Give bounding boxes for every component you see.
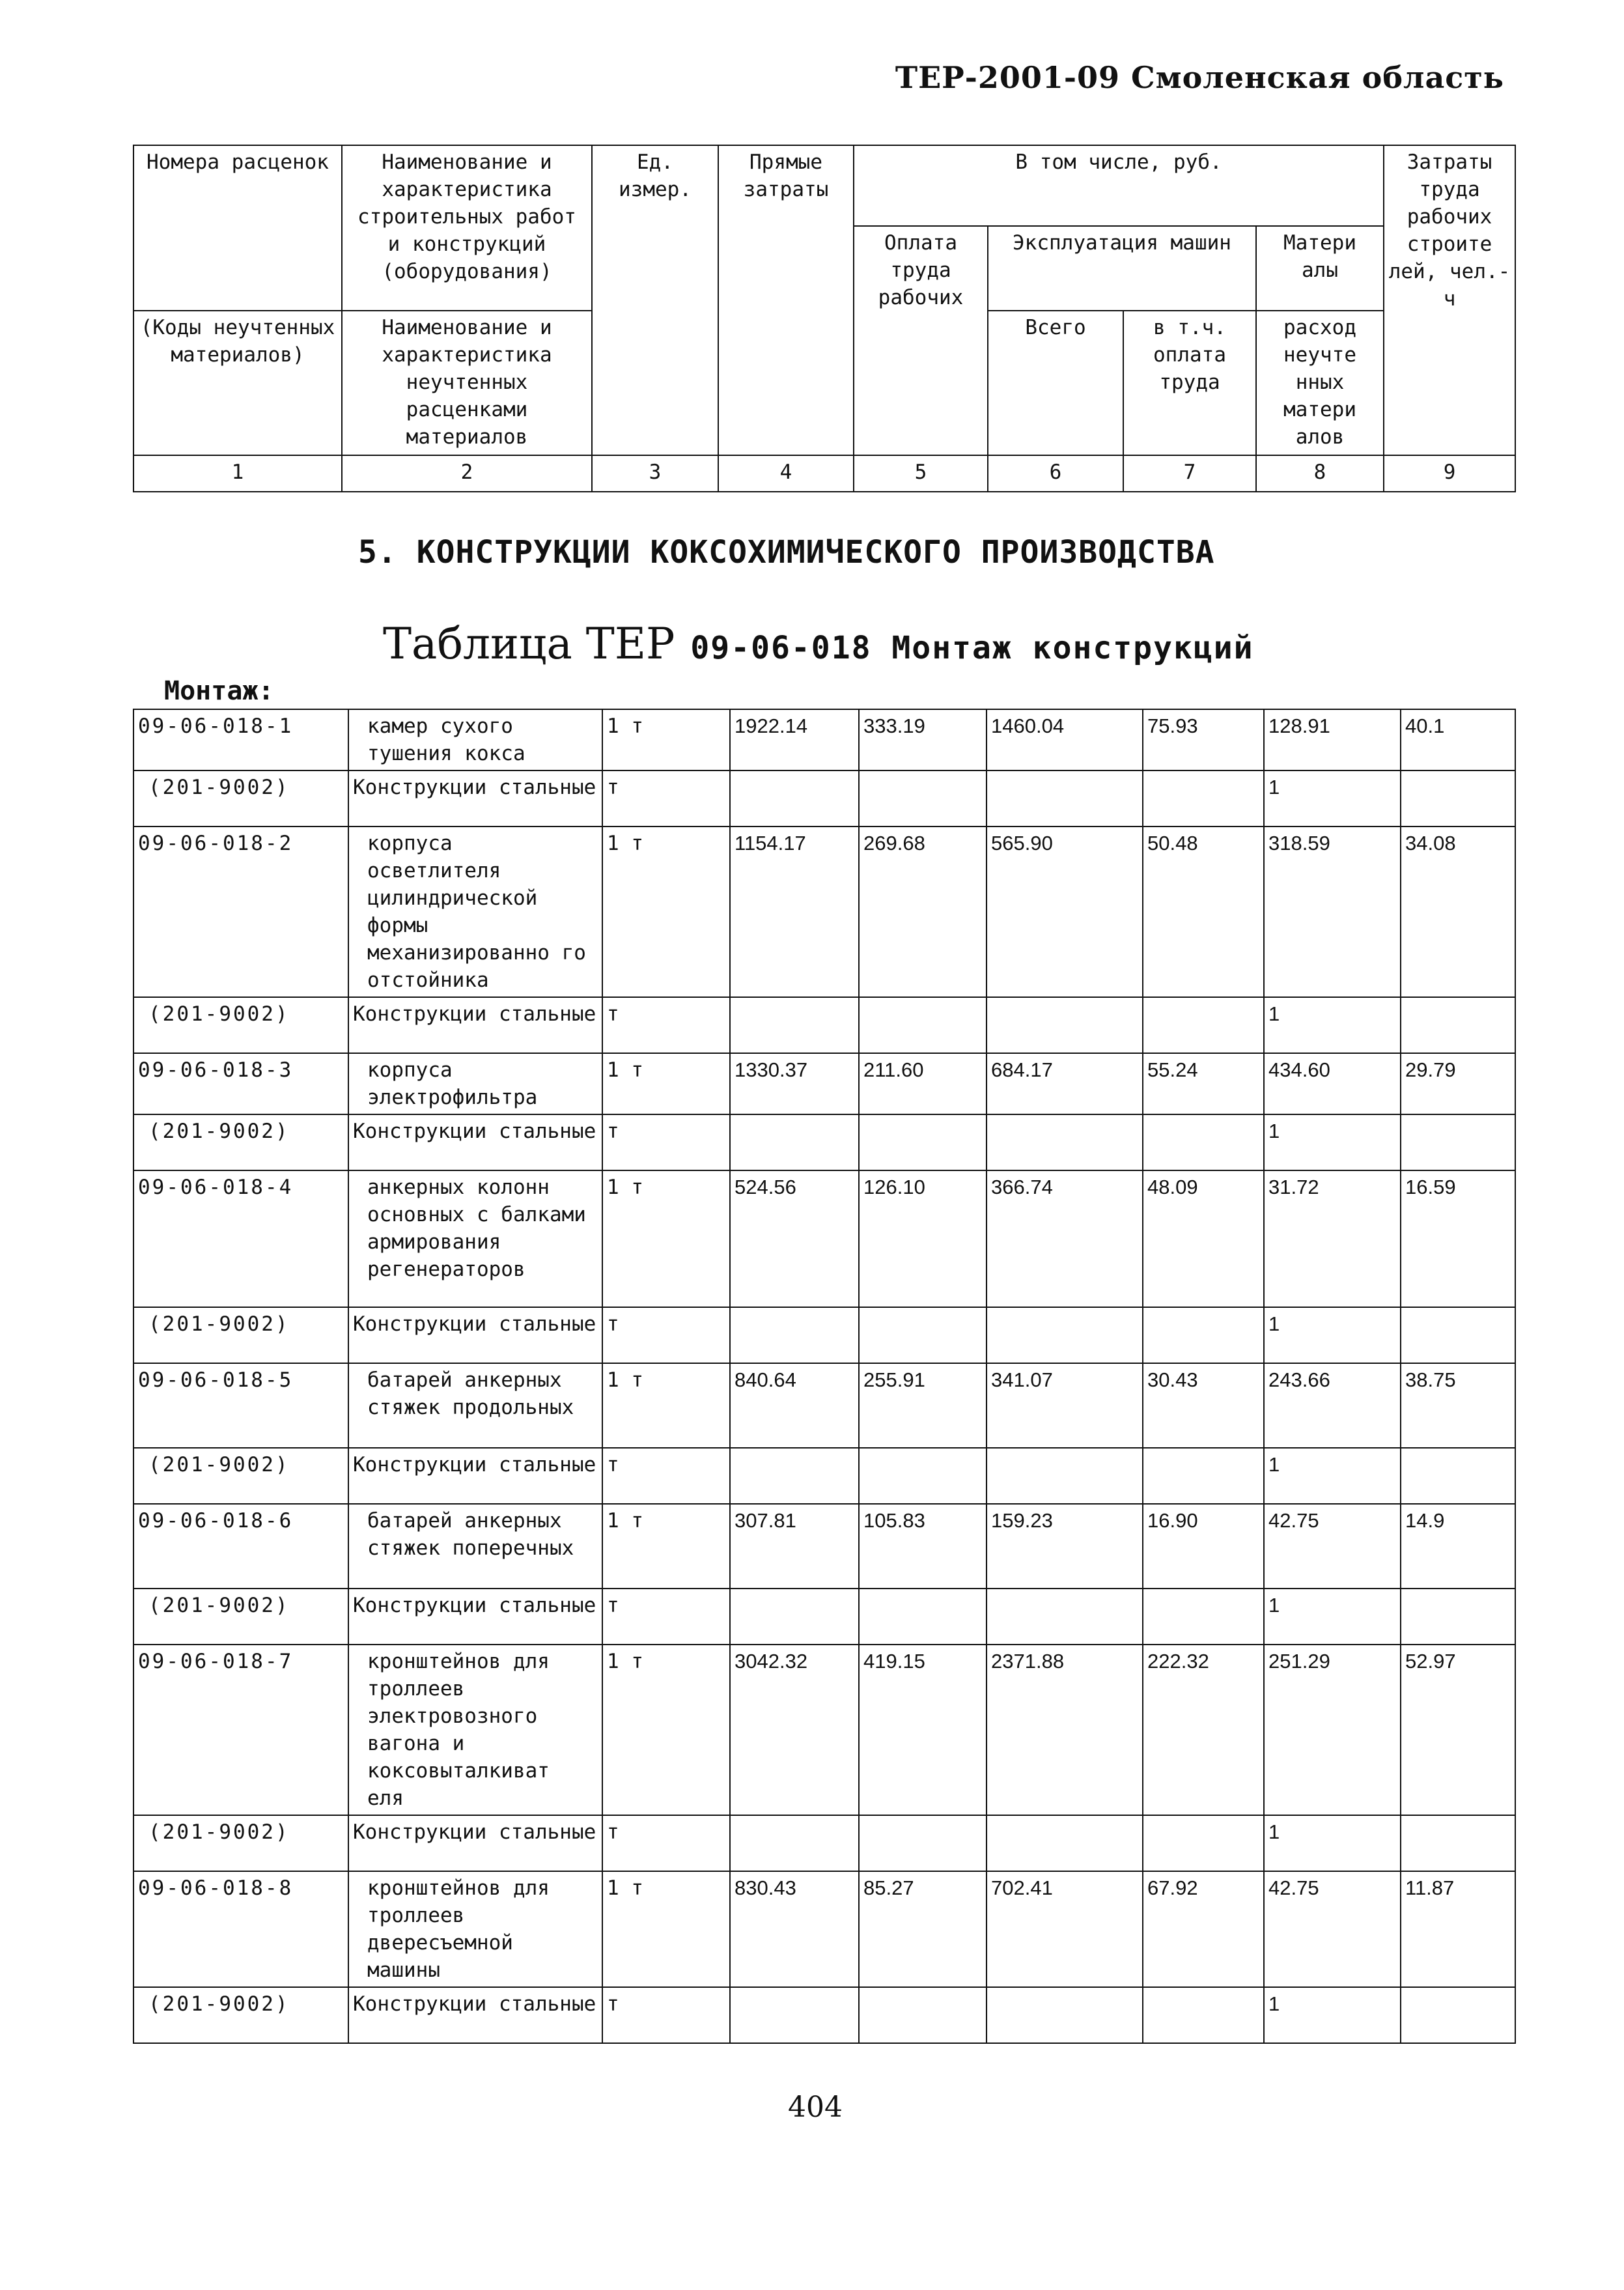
table-row	[133, 1504, 1515, 1589]
empty-cell	[859, 997, 987, 1053]
rate-machines-total: 159.23	[987, 1504, 1143, 1589]
rate-unit: 1 т	[602, 709, 730, 770]
rate-direct-costs: 840.64	[730, 1363, 859, 1448]
rate-machines-wage: 16.90	[1143, 1504, 1264, 1589]
material-quantity: 1	[1264, 1448, 1401, 1504]
material-unit: т	[602, 1307, 730, 1363]
empty-cell	[859, 1589, 987, 1645]
header-codes-sub: (Коды неучтенных материалов)	[133, 311, 342, 455]
empty-cell	[859, 770, 987, 827]
rate-name: корпуса осветлителя цилиндрической формы механизированно го отстойника	[348, 827, 602, 997]
rate-labor: 29.79	[1401, 1053, 1515, 1114]
rate-wage: 269.68	[859, 827, 987, 997]
material-code: (201-9002)	[133, 770, 348, 827]
material-quantity: 1	[1264, 1307, 1401, 1363]
column-number: 9	[1384, 455, 1515, 492]
empty-cell	[987, 997, 1143, 1053]
rate-materials: 434.60	[1264, 1053, 1401, 1114]
rate-materials: 128.91	[1264, 709, 1401, 770]
material-unit: т	[602, 1448, 730, 1504]
header-incl: В том числе, руб.	[854, 145, 1384, 226]
table-row-material	[133, 1987, 1515, 2043]
rate-unit: 1 т	[602, 827, 730, 997]
rate-materials: 251.29	[1264, 1645, 1401, 1815]
material-code: (201-9002)	[133, 1815, 348, 1871]
table-row-material	[133, 770, 1515, 827]
empty-cell	[1401, 997, 1515, 1053]
rate-name: батарей анкерных стяжек продольных	[348, 1363, 602, 1448]
header-machines: Эксплуатация машин	[988, 226, 1256, 311]
column-number: 4	[718, 455, 854, 492]
table-title	[383, 619, 1254, 669]
rate-machines-total: 702.41	[987, 1871, 1143, 1987]
rate-direct-costs: 3042.32	[730, 1645, 859, 1815]
rate-machines-wage: 222.32	[1143, 1645, 1264, 1815]
rate-machines-total: 1460.04	[987, 709, 1143, 770]
material-unit: т	[602, 1987, 730, 2043]
header-codes: Номера расценок	[133, 145, 342, 311]
rate-name: кронштейнов для троллеев электровозного вагона и коксовыталкиват еля	[348, 1645, 602, 1815]
rate-labor: 11.87	[1401, 1871, 1515, 1987]
empty-cell	[1143, 770, 1264, 827]
material-code: (201-9002)	[133, 1589, 348, 1645]
table-title-prefix: Таблица ТЕР	[383, 619, 675, 669]
rate-wage: 255.91	[859, 1363, 987, 1448]
empty-cell	[730, 997, 859, 1053]
empty-cell	[1401, 1307, 1515, 1363]
rate-name: корпуса электрофильтра	[348, 1053, 602, 1114]
header-name-sub: Наименование и характеристика неучтенных расценками материалов	[342, 311, 592, 455]
rate-labor: 38.75	[1401, 1363, 1515, 1448]
material-quantity: 1	[1264, 770, 1401, 827]
rate-unit: 1 т	[602, 1053, 730, 1114]
rate-wage: 105.83	[859, 1504, 987, 1589]
column-number: 6	[988, 455, 1123, 492]
rate-machines-wage: 75.93	[1143, 709, 1264, 770]
empty-cell	[1401, 1987, 1515, 2043]
column-header-table	[133, 145, 1516, 492]
rate-wage: 211.60	[859, 1053, 987, 1114]
empty-cell	[730, 1815, 859, 1871]
rate-wage: 85.27	[859, 1871, 987, 1987]
rate-unit: 1 т	[602, 1871, 730, 1987]
material-quantity: 1	[1264, 997, 1401, 1053]
table-row	[133, 709, 1515, 770]
empty-cell	[1143, 1815, 1264, 1871]
table-row-material	[133, 1448, 1515, 1504]
group-label: Монтаж:	[164, 676, 274, 706]
material-name: Конструкции стальные	[348, 1987, 602, 2043]
rate-machines-wage: 30.43	[1143, 1363, 1264, 1448]
table-row-material	[133, 1589, 1515, 1645]
empty-cell	[987, 1815, 1143, 1871]
page-header: ТЕР-2001-09 Смоленская область	[895, 60, 1504, 95]
table-row	[133, 827, 1515, 997]
empty-cell	[859, 1987, 987, 2043]
material-name: Конструкции стальные	[348, 1448, 602, 1504]
empty-cell	[987, 1448, 1143, 1504]
table-row	[133, 1871, 1515, 1987]
material-unit: т	[602, 997, 730, 1053]
column-number: 2	[342, 455, 592, 492]
header-machines-wage: в т.ч. оплата труда	[1123, 311, 1256, 455]
column-number: 8	[1256, 455, 1384, 492]
rate-machines-wage: 67.92	[1143, 1871, 1264, 1987]
material-code: (201-9002)	[133, 1987, 348, 2043]
rate-materials: 31.72	[1264, 1170, 1401, 1307]
rate-code: 09-06-018-8	[133, 1871, 348, 1987]
rate-name: камер сухого тушения кокса	[348, 709, 602, 770]
rate-direct-costs: 1330.37	[730, 1053, 859, 1114]
empty-cell	[859, 1448, 987, 1504]
material-quantity: 1	[1264, 1589, 1401, 1645]
table-row-material	[133, 1815, 1515, 1871]
rate-code: 09-06-018-3	[133, 1053, 348, 1114]
empty-cell	[1143, 1987, 1264, 2043]
header-machines-total: Всего	[988, 311, 1123, 455]
material-code: (201-9002)	[133, 1114, 348, 1170]
rate-labor: 34.08	[1401, 827, 1515, 997]
rate-machines-total: 341.07	[987, 1363, 1143, 1448]
rate-materials: 243.66	[1264, 1363, 1401, 1448]
empty-cell	[987, 1589, 1143, 1645]
table-row	[133, 1053, 1515, 1114]
empty-cell	[730, 770, 859, 827]
material-name: Конструкции стальные	[348, 1589, 602, 1645]
rate-wage: 419.15	[859, 1645, 987, 1815]
table-row-material	[133, 1307, 1515, 1363]
table-row-material	[133, 997, 1515, 1053]
empty-cell	[987, 1114, 1143, 1170]
rate-machines-wage: 55.24	[1143, 1053, 1264, 1114]
material-code: (201-9002)	[133, 1448, 348, 1504]
rate-unit: 1 т	[602, 1363, 730, 1448]
empty-cell	[730, 1589, 859, 1645]
empty-cell	[730, 1307, 859, 1363]
material-unit: т	[602, 770, 730, 827]
rate-unit: 1 т	[602, 1645, 730, 1815]
rate-name: батарей анкерных стяжек поперечных	[348, 1504, 602, 1589]
empty-cell	[1401, 1448, 1515, 1504]
empty-cell	[1401, 1815, 1515, 1871]
table-row	[133, 1363, 1515, 1448]
rate-name: анкерных колонн основных с балками армирования регенераторов	[348, 1170, 602, 1307]
rate-machines-total: 366.74	[987, 1170, 1143, 1307]
material-quantity: 1	[1264, 1987, 1401, 2043]
rate-code: 09-06-018-6	[133, 1504, 348, 1589]
material-name: Конструкции стальные	[348, 1815, 602, 1871]
column-number: 5	[854, 455, 988, 492]
material-name: Конструкции стальные	[348, 997, 602, 1053]
rate-materials: 42.75	[1264, 1504, 1401, 1589]
rate-labor: 14.9	[1401, 1504, 1515, 1589]
table-row	[133, 1170, 1515, 1307]
header-unit: Ед. измер.	[592, 145, 718, 455]
empty-cell	[1143, 1307, 1264, 1363]
empty-cell	[730, 1448, 859, 1504]
rate-wage: 333.19	[859, 709, 987, 770]
empty-cell	[987, 1307, 1143, 1363]
rate-code: 09-06-018-1	[133, 709, 348, 770]
rate-direct-costs: 307.81	[730, 1504, 859, 1589]
empty-cell	[1143, 997, 1264, 1053]
material-unit: т	[602, 1815, 730, 1871]
material-code: (201-9002)	[133, 997, 348, 1053]
rate-machines-wage: 50.48	[1143, 827, 1264, 997]
header-wage: Оплата труда рабочих	[854, 226, 988, 455]
rate-direct-costs: 1154.17	[730, 827, 859, 997]
rate-labor: 52.97	[1401, 1645, 1515, 1815]
header-labor: Затраты труда рабочих строите лей, чел.-ч	[1384, 145, 1515, 455]
rate-direct-costs: 524.56	[730, 1170, 859, 1307]
empty-cell	[730, 1987, 859, 2043]
rate-wage: 126.10	[859, 1170, 987, 1307]
column-number: 1	[133, 455, 342, 492]
empty-cell	[1401, 770, 1515, 827]
empty-cell	[1143, 1114, 1264, 1170]
page-number: 404	[788, 2091, 843, 2124]
material-name: Конструкции стальные	[348, 770, 602, 827]
empty-cell	[987, 770, 1143, 827]
rate-direct-costs: 1922.14	[730, 709, 859, 770]
empty-cell	[859, 1307, 987, 1363]
empty-cell	[1143, 1589, 1264, 1645]
rate-machines-wage: 48.09	[1143, 1170, 1264, 1307]
header-name: Наименование и характеристика строительных работ и конструкций (оборудования)	[342, 145, 592, 311]
empty-cell	[987, 1987, 1143, 2043]
rate-labor: 40.1	[1401, 709, 1515, 770]
rate-name: кронштейнов для троллеев двересъемной машины	[348, 1871, 602, 1987]
empty-cell	[859, 1815, 987, 1871]
rate-materials: 42.75	[1264, 1871, 1401, 1987]
rate-unit: 1 т	[602, 1170, 730, 1307]
header-materials: Матери алы	[1256, 226, 1384, 311]
rate-machines-total: 684.17	[987, 1053, 1143, 1114]
material-name: Конструкции стальные	[348, 1307, 602, 1363]
rate-unit: 1 т	[602, 1504, 730, 1589]
rates-table	[133, 709, 1516, 2044]
empty-cell	[1401, 1589, 1515, 1645]
rate-materials: 318.59	[1264, 827, 1401, 997]
rate-direct-costs: 830.43	[730, 1871, 859, 1987]
table-title-rest: 09-06-018 Монтаж конструкций	[690, 630, 1254, 666]
empty-cell	[730, 1114, 859, 1170]
section-title: 5. КОНСТРУКЦИИ КОКСОХИМИЧЕСКОГО ПРОИЗВОДСТВА	[358, 534, 1215, 571]
empty-cell	[1143, 1448, 1264, 1504]
material-unit: т	[602, 1114, 730, 1170]
material-quantity: 1	[1264, 1815, 1401, 1871]
column-number: 3	[592, 455, 718, 492]
rate-machines-total: 2371.88	[987, 1645, 1143, 1815]
empty-cell	[859, 1114, 987, 1170]
rate-machines-total: 565.90	[987, 827, 1143, 997]
material-unit: т	[602, 1589, 730, 1645]
rate-labor: 16.59	[1401, 1170, 1515, 1307]
header-unaccounted: расход неучте нных матери алов	[1256, 311, 1384, 455]
rate-code: 09-06-018-5	[133, 1363, 348, 1448]
column-number: 7	[1123, 455, 1256, 492]
empty-cell	[1401, 1114, 1515, 1170]
table-row	[133, 1645, 1515, 1815]
material-code: (201-9002)	[133, 1307, 348, 1363]
rate-code: 09-06-018-4	[133, 1170, 348, 1307]
table-row-material	[133, 1114, 1515, 1170]
rate-code: 09-06-018-7	[133, 1645, 348, 1815]
rate-code: 09-06-018-2	[133, 827, 348, 997]
header-direct: Прямые затраты	[718, 145, 854, 455]
material-name: Конструкции стальные	[348, 1114, 602, 1170]
material-quantity: 1	[1264, 1114, 1401, 1170]
